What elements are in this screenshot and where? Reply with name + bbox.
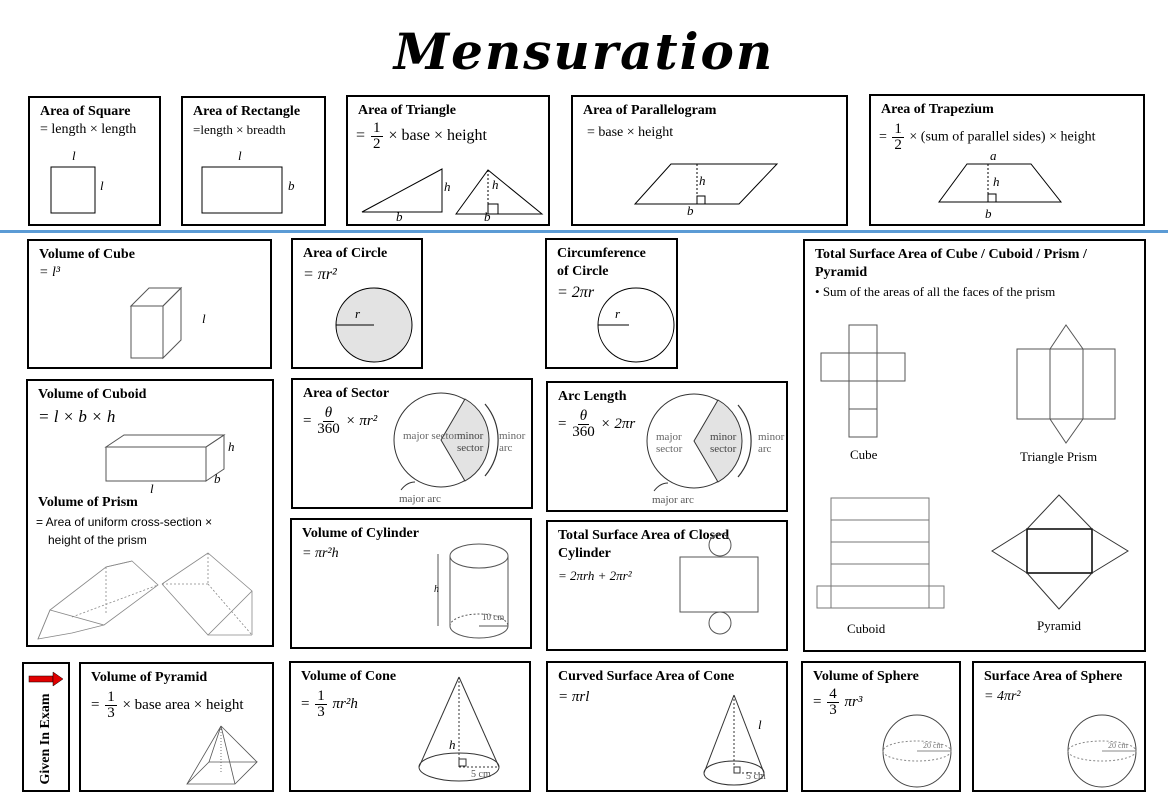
fraction: $\frac{\theta}{360}$	[317, 405, 340, 437]
formula: = πr²h	[302, 546, 339, 561]
formula: = 2πr	[557, 284, 595, 301]
net-label-cube: Cube	[850, 447, 878, 462]
fraction: $\frac{1}{2}$	[894, 121, 902, 153]
label: l	[202, 311, 206, 326]
bullet-text: • Sum of the areas of all the faces of the prism	[815, 284, 1056, 299]
triangle-prism-net-diagram	[1015, 323, 1117, 448]
label: l	[100, 178, 104, 193]
formula: = $\frac{\theta}{360}$ × 2πr	[558, 408, 636, 440]
label: b	[396, 209, 403, 224]
label-minor-arc: minor arc	[499, 430, 526, 454]
fraction: $\frac{1}{3}$	[107, 689, 115, 721]
card-heading: Volume of Pyramid	[91, 670, 208, 685]
formula: = 4πr²	[984, 689, 1021, 704]
formula-line1: = Area of uniform cross-section ×	[36, 515, 213, 529]
page-title: Mensuration	[393, 22, 775, 81]
label: b	[687, 203, 694, 218]
label: h	[993, 174, 1000, 189]
card-heading: Area of Square	[40, 104, 131, 119]
label-major-sector: major sector	[403, 430, 458, 442]
fraction: $\frac{1}{3}$	[317, 688, 325, 720]
label: a	[990, 148, 997, 163]
card-surface-area-of-sphere	[972, 661, 1146, 792]
card-heading: Volume of Cuboid	[38, 387, 147, 402]
label: 20 cm	[1108, 741, 1128, 750]
card-heading: Area of Rectangle	[193, 104, 301, 119]
label: 5 cm	[746, 771, 766, 782]
formula: = $\frac{1}{3}$ πr²h	[301, 688, 358, 720]
cube-diagram	[129, 286, 209, 361]
card-area-of-trapezium	[869, 94, 1145, 226]
card-heading: Area of Sector	[303, 386, 390, 401]
formula: = l × b × h	[38, 407, 116, 426]
rectangle-diagram	[201, 166, 283, 214]
label-minor-arc: minor arc	[758, 431, 785, 455]
card-area-of-sector	[291, 378, 533, 509]
cuboid-net-diagram	[817, 497, 947, 609]
trapezium-diagram	[937, 162, 1063, 206]
card-area-of-parallelogram	[571, 95, 848, 226]
fraction: $\frac{4}{3}$	[829, 686, 837, 718]
formula: = $\frac{1}{2}$ × (sum of parallel sides) × height	[879, 121, 1096, 153]
parallelogram-diagram	[633, 162, 783, 208]
card-heading: Volume of Cube	[39, 247, 135, 262]
card-heading-prism: Volume of Prism	[38, 495, 138, 510]
card-heading: Volume of Cone	[301, 669, 397, 684]
card-circumference-of-circle	[545, 238, 678, 369]
label: r	[615, 306, 621, 321]
cuboid-diagram	[104, 433, 230, 483]
card-volume-of-cube	[27, 239, 272, 369]
card-area-of-triangle	[346, 95, 550, 226]
square-diagram	[50, 166, 96, 214]
card-area-of-rectangle	[181, 96, 326, 226]
label: h	[492, 177, 499, 192]
label-minor-sector: minor sector	[710, 431, 737, 455]
label: 10 cm	[482, 612, 505, 622]
card-volume-of-sphere	[801, 661, 961, 792]
formula: = πrl	[558, 689, 590, 705]
formula: = base × height	[587, 125, 674, 140]
cylinder-diagram	[432, 542, 532, 642]
label: h	[699, 173, 706, 188]
circle-diagram	[597, 287, 677, 365]
pyramid-net-diagram	[991, 493, 1131, 613]
card-heading: Circumference	[557, 246, 646, 261]
card-heading: Surface Area of Sphere	[984, 669, 1123, 684]
fraction: $\frac{1}{2}$	[373, 120, 381, 152]
label: 5 cm	[471, 769, 491, 780]
sphere-diagram	[1066, 713, 1138, 789]
section-divider	[0, 230, 1168, 233]
pyramid-diagram	[185, 724, 265, 788]
label: l	[72, 148, 76, 163]
card-heading: Volume of Cylinder	[302, 526, 419, 541]
formula: = $\frac{\theta}{360}$ × πr²	[303, 405, 378, 437]
label: h	[228, 439, 235, 454]
label: b	[288, 178, 295, 193]
card-heading-line2: of Circle	[557, 264, 609, 279]
label: h	[434, 584, 439, 595]
card-volume-of-cylinder	[290, 518, 532, 649]
formula: =length × breadth	[193, 122, 286, 137]
card-volume-of-cuboid-and-prism	[26, 379, 274, 647]
label-major-sector: major sector	[656, 431, 683, 455]
label: h	[449, 737, 456, 752]
card-heading-line2: Pyramid	[815, 265, 868, 280]
label: h	[444, 179, 451, 194]
arrow-right-icon	[29, 672, 65, 686]
net-label-pyramid: Pyramid	[1037, 618, 1082, 633]
prism-diagram-triangular	[158, 551, 270, 643]
label-major-arc: major arc	[399, 493, 441, 505]
label: r	[355, 306, 361, 321]
formula-line2: height of the prism	[48, 533, 147, 547]
triangle-diagram	[360, 167, 546, 217]
card-heading: Area of Trapezium	[881, 102, 994, 117]
given-in-exam-marker	[22, 662, 70, 792]
card-heading: Volume of Sphere	[813, 669, 919, 684]
formula: = l³	[39, 265, 61, 280]
label: b	[214, 471, 221, 486]
formula: = πr²	[303, 266, 337, 283]
formula: = $\frac{4}{3}$ πr³	[813, 686, 863, 718]
fraction: $\frac{\theta}{360}$	[572, 408, 595, 440]
card-heading: Total Surface Area of Cube / Cuboid / Prism /	[815, 247, 1087, 262]
card-tsa-closed-cylinder	[546, 520, 788, 651]
card-heading: Total Surface Area of Closed	[558, 528, 730, 543]
label: l	[758, 717, 762, 732]
card-volume-of-cone	[289, 661, 531, 792]
card-volume-of-pyramid	[79, 662, 274, 792]
label-minor-sector: minor sector	[457, 430, 484, 454]
card-heading: Area of Parallelogram	[583, 103, 717, 118]
card-heading: Curved Surface Area of Cone	[558, 669, 735, 684]
label: b	[484, 209, 491, 224]
card-heading: Arc Length	[558, 389, 627, 404]
label: l	[238, 148, 242, 163]
card-heading: Area of Circle	[303, 246, 388, 261]
given-in-exam-label: Given In Exam	[38, 693, 53, 785]
sphere-diagram	[881, 713, 953, 789]
label: 20 cm	[923, 741, 943, 750]
formula: = length × length	[40, 122, 137, 137]
card-total-surface-area-prism	[803, 239, 1146, 652]
card-curved-surface-area-of-cone	[546, 661, 788, 792]
formula: = 2πrh + 2πr²	[558, 568, 632, 583]
formula: = $\frac{1}{3}$ × base area × height	[91, 689, 244, 721]
cylinder-net-diagram	[678, 527, 760, 651]
label: b	[985, 206, 992, 221]
card-heading: Area of Triangle	[358, 103, 456, 118]
prism-diagram-trapezoidal	[32, 555, 152, 641]
card-area-of-square	[28, 96, 161, 226]
formula: = $\frac{1}{2}$ × base × height	[356, 120, 487, 152]
label-major-arc: major arc	[652, 494, 694, 506]
card-arc-length	[546, 381, 788, 512]
card-area-of-circle	[291, 238, 423, 369]
label: l	[150, 481, 154, 496]
net-label-cuboid: Cuboid	[847, 621, 886, 636]
cube-net-diagram	[821, 323, 911, 438]
net-label-triangle-prism: Triangle Prism	[1020, 449, 1098, 464]
card-heading-line2: Cylinder	[558, 546, 611, 561]
circle-diagram	[335, 287, 415, 365]
